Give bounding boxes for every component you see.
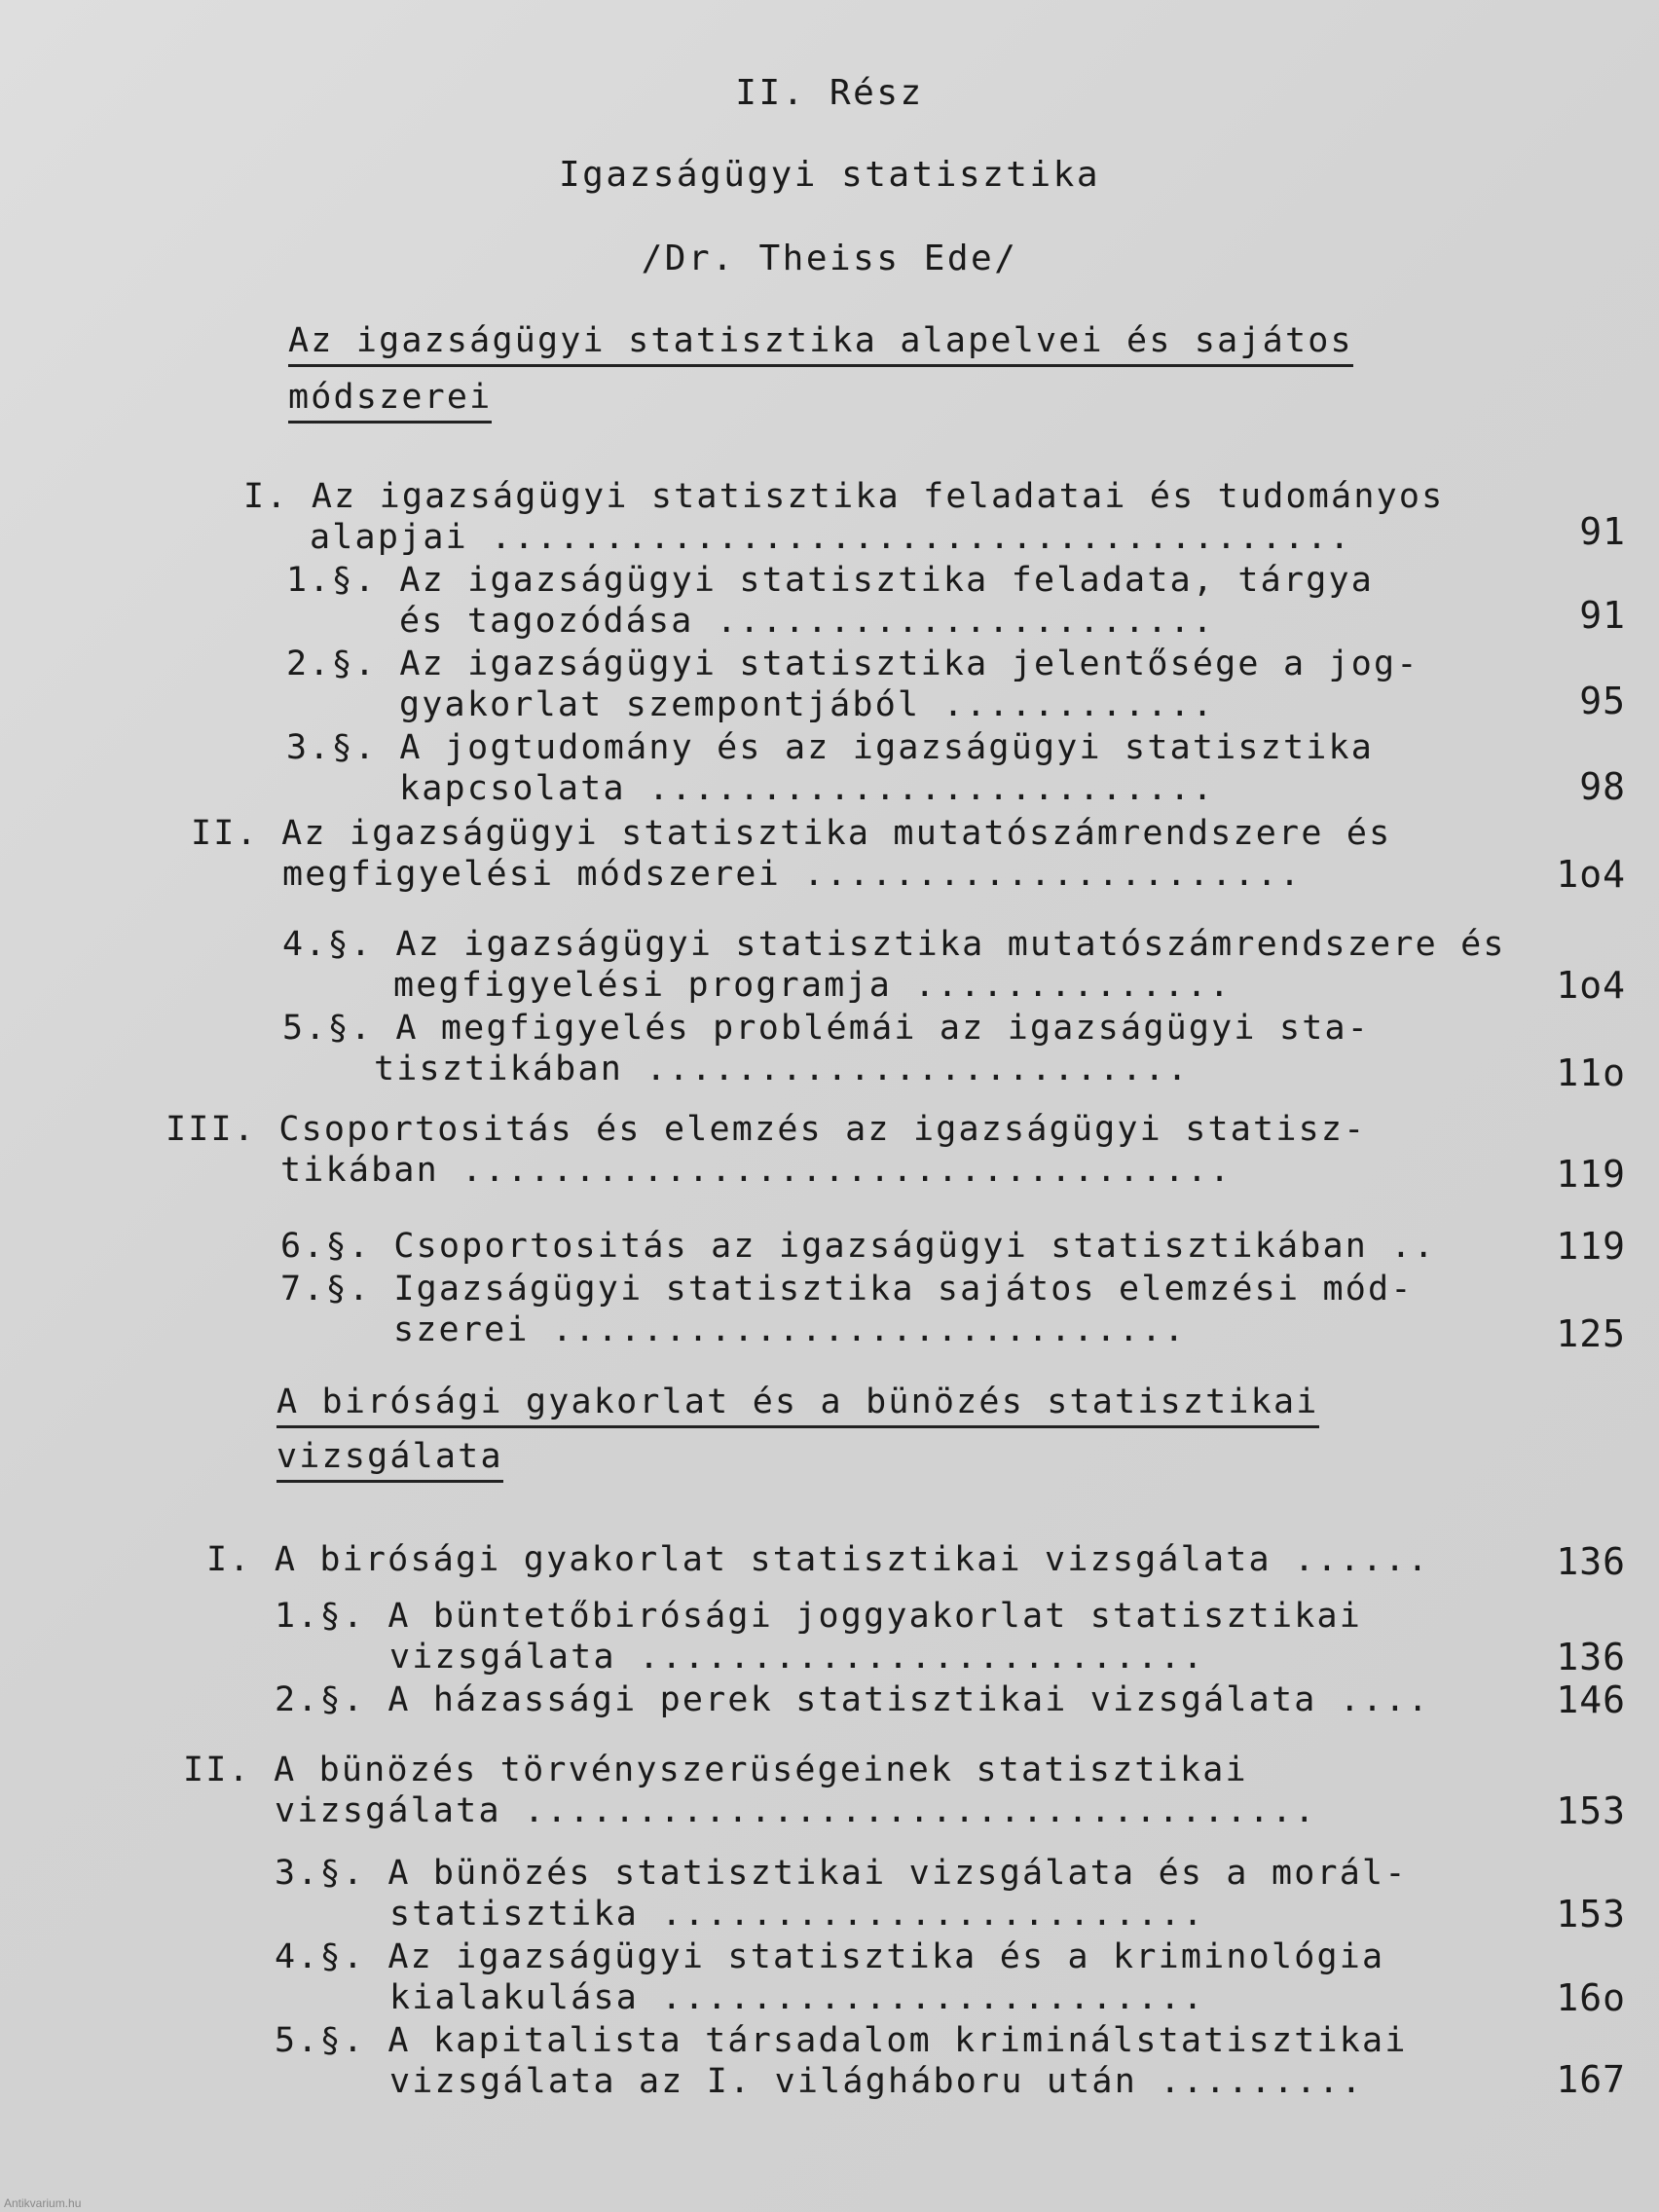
toc-b-s2-title: 2.§. A házassági perek statisztikai vizsgálata .... — [275, 1680, 1430, 1719]
toc-a-ch2-title: II. Az igazságügyi statisztika mutatószámrendszere és — [191, 814, 1392, 853]
toc-a-s5-title: 5.§. A megfigyelés problémái az igazságügyi sta- — [282, 1009, 1371, 1048]
toc-a-ch1-cont: alapjai ...................................... — [310, 518, 1352, 557]
toc-b-s5-title: 5.§. A kapitalista társadalom kriminálstatisztikai — [275, 2021, 1408, 2060]
toc-b-s4-title: 4.§. Az igazságügyi statisztika és a kriminológia — [275, 1937, 1385, 1976]
toc-b-s3-cont: statisztika ........................ — [389, 1895, 1205, 1934]
toc-b-s3-title: 3.§. A bünözés statisztikai vizsgálata és a morál- — [275, 1854, 1408, 1893]
toc-b-s5-page: 167 — [1556, 2058, 1626, 2101]
toc-a-s7-page: 125 — [1556, 1312, 1626, 1355]
toc-b-s5-cont: vizsgálata az I. világháboru után ......... — [389, 2062, 1364, 2101]
toc-a-s5-page: 11o — [1556, 1051, 1626, 1094]
toc-a-s5-cont: tisztikában ........................ — [374, 1050, 1190, 1088]
toc-a-s6-page: 119 — [1556, 1225, 1626, 1268]
toc-b-s2-page: 146 — [1556, 1678, 1626, 1721]
toc-a-ch2-cont: megfigyelési módszerei ...................... — [282, 855, 1303, 894]
author: /Dr. Theiss Ede/ — [641, 239, 1018, 278]
toc-a-s2-title: 2.§. Az igazságügyi statisztika jelentősége a jog- — [286, 645, 1419, 683]
toc-a-s4-cont: megfigyelési programja .............. — [393, 966, 1233, 1005]
toc-a-s3-page: 98 — [1579, 765, 1626, 808]
toc-a-ch3-page: 119 — [1556, 1153, 1626, 1196]
toc-b-s3-page: 153 — [1556, 1893, 1626, 1936]
toc-a-ch1-page: 91 — [1579, 510, 1626, 553]
toc-a-ch2-page: 1o4 — [1556, 853, 1626, 896]
toc-a-s4-page: 1o4 — [1556, 964, 1626, 1007]
toc-a-s7-title: 7.§. Igazságügyi statisztika sajátos elemzési mód- — [280, 1270, 1414, 1309]
toc-a-ch3-title: III. Csoportositás és elemzés az igazságügyi statisz- — [166, 1110, 1367, 1149]
toc-b-s4-page: 16o — [1556, 1976, 1626, 2019]
toc-a-ch1-title: I. Az igazságügyi statisztika feladatai és tudományos — [243, 477, 1445, 516]
toc-a-s2-cont: gyakorlat szempontjából ............ — [399, 685, 1215, 724]
toc-a-ch3-cont: tikában .................................. — [280, 1151, 1233, 1190]
toc-a-s1-cont: és tagozódása ...................... — [399, 602, 1215, 641]
section-b-heading-line1: A birósági gyakorlat és a bünözés statisztikai — [276, 1382, 1319, 1428]
toc-b-ch2-cont: vizsgálata ................................... — [275, 1791, 1317, 1830]
toc-b-ch1-page: 136 — [1556, 1540, 1626, 1583]
toc-b-s1-page: 136 — [1556, 1636, 1626, 1678]
watermark: Antikvarium.hu — [4, 2196, 82, 2210]
subject-title: Igazságügyi statisztika — [559, 155, 1100, 195]
toc-a-s3-cont: kapcsolata ......................... — [399, 769, 1215, 808]
toc-a-s2-page: 95 — [1579, 680, 1626, 722]
section-b-heading-line2: vizsgálata — [276, 1437, 503, 1483]
toc-a-s7-cont: szerei ............................ — [393, 1310, 1187, 1349]
section-a-heading-line2: módszerei — [288, 378, 492, 424]
toc-a-s3-title: 3.§. A jogtudomány és az igazságügyi statisztika — [286, 728, 1375, 767]
toc-b-ch2-page: 153 — [1556, 1789, 1626, 1832]
part-title: II. Rész — [735, 73, 924, 113]
toc-b-ch2-title: II. A bünözés törvényszerüségeinek statisztikai — [183, 1751, 1248, 1789]
toc-b-s1-title: 1.§. A büntetőbirósági joggyakorlat statisztikai — [275, 1597, 1363, 1636]
toc-b-s1-cont: vizsgálata ......................... — [389, 1638, 1205, 1677]
toc-a-s6-title: 6.§. Csoportositás az igazságügyi statisztikában .. — [280, 1227, 1436, 1266]
toc-a-s4-title: 4.§. Az igazságügyi statisztika mutatószámrendszere és — [282, 925, 1506, 964]
toc-b-ch1-title: I. A birósági gyakorlat statisztikai vizsgálata ...... — [206, 1540, 1430, 1579]
section-a-heading-line1: Az igazságügyi statisztika alapelvei és sajátos — [288, 321, 1353, 367]
toc-b-s4-cont: kialakulása ........................ — [389, 1978, 1205, 2017]
toc-a-s1-page: 91 — [1579, 594, 1626, 637]
toc-a-s1-title: 1.§. Az igazságügyi statisztika feladata, tárgya — [286, 561, 1375, 600]
